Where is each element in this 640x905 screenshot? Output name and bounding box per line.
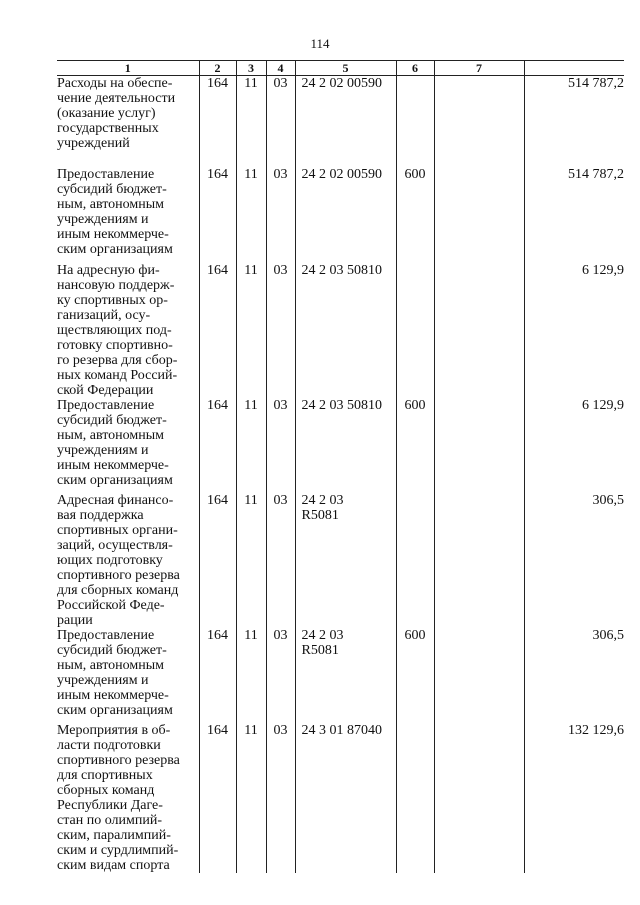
row-code-4-text: 03 xyxy=(273,722,288,738)
row-code-7 xyxy=(434,167,524,263)
column-header-6: 6 xyxy=(396,61,434,76)
budget-table-container xyxy=(57,60,624,873)
row-code-5 xyxy=(295,76,396,167)
row-code-5-text: 24 2 03 50810 xyxy=(301,397,382,413)
table-header-row xyxy=(57,61,624,76)
row-code-2 xyxy=(199,398,236,493)
table-row xyxy=(57,723,624,873)
row-code-6 xyxy=(396,628,434,723)
table-row xyxy=(57,493,624,628)
row-description-text: Расходы на обеспе- чение деятельности (оказание услуг) государственных учреждений xyxy=(57,76,176,151)
row-code-2-text: 164 xyxy=(207,492,228,508)
row-code-2-text: 164 xyxy=(207,627,228,643)
row-description xyxy=(57,493,199,628)
row-code-6 xyxy=(396,167,434,263)
row-code-3 xyxy=(236,398,266,493)
row-amount-text: 514 787,2 xyxy=(568,76,624,91)
row-description xyxy=(57,76,199,167)
budget-table xyxy=(57,60,624,873)
row-code-4-text: 03 xyxy=(273,76,288,91)
row-amount xyxy=(524,628,624,723)
table-row xyxy=(57,398,624,493)
column-header-8 xyxy=(524,61,624,76)
row-code-7 xyxy=(434,723,524,873)
row-code-4-text: 03 xyxy=(273,262,288,278)
column-header-2: 2 xyxy=(199,61,236,76)
row-code-5-text: 24 2 03 R5081 xyxy=(301,627,344,658)
row-code-5 xyxy=(295,167,396,263)
row-description-text: Предоставление субсидий бюджет- ным, автономным учреждениям и иным некоммерче- ским организациям xyxy=(57,627,173,718)
row-code-4 xyxy=(266,398,295,493)
row-amount-text: 306,5 xyxy=(592,492,624,508)
row-description-text: Мероприятия в об- ласти подготовки спортивного резерва для спортивных сборных команд Республики Даге- стан по олимпий- ским, паралимпий- ским и сурдлимпий- ским видам спорта xyxy=(57,722,180,873)
row-code-5 xyxy=(295,263,396,398)
row-code-5 xyxy=(295,493,396,628)
row-code-6-text: 600 xyxy=(404,166,426,182)
row-description xyxy=(57,398,199,493)
row-code-6 xyxy=(396,263,434,398)
row-code-4 xyxy=(266,628,295,723)
row-code-4 xyxy=(266,723,295,873)
row-code-3-text: 11 xyxy=(244,722,258,738)
row-amount-text: 6 129,9 xyxy=(582,262,624,278)
row-code-5 xyxy=(295,398,396,493)
row-code-2-text: 164 xyxy=(207,262,228,278)
row-code-4 xyxy=(266,263,295,398)
row-description-text: Предоставление субсидий бюджет- ным, автономным учреждениям и иным некоммерче- ским организациям xyxy=(57,397,173,488)
row-code-5-text: 24 2 03 R5081 xyxy=(301,492,344,523)
row-code-3-text: 11 xyxy=(244,166,258,182)
row-code-2 xyxy=(199,263,236,398)
row-code-2 xyxy=(199,76,236,167)
row-code-5-text: 24 2 02 00590 xyxy=(301,76,382,91)
row-amount-text: 306,5 xyxy=(592,627,624,643)
row-amount-text: 6 129,9 xyxy=(582,397,624,413)
row-code-3 xyxy=(236,628,266,723)
row-code-3 xyxy=(236,263,266,398)
row-code-5 xyxy=(295,723,396,873)
row-description xyxy=(57,263,199,398)
row-amount-text: 514 787,2 xyxy=(568,166,624,182)
column-header-3: 3 xyxy=(236,61,266,76)
row-description-text: На адресную фи- нансовую поддерж- ку спортивных ор- ганизаций, осу- ществляющих под- готовку спортивно- го резерва для сбор- ных команд Россий- ской Федерации xyxy=(57,262,178,398)
row-code-6-text: 600 xyxy=(404,627,426,643)
row-code-7 xyxy=(434,76,524,167)
row-description xyxy=(57,167,199,263)
column-header-1: 1 xyxy=(57,61,199,76)
row-code-7 xyxy=(434,628,524,723)
row-description xyxy=(57,723,199,873)
row-code-2-text: 164 xyxy=(207,397,228,413)
row-code-3-text: 11 xyxy=(244,627,258,643)
row-code-5 xyxy=(295,628,396,723)
row-code-4-text: 03 xyxy=(273,397,288,413)
row-code-4-text: 03 xyxy=(273,166,288,182)
row-code-2-text: 164 xyxy=(207,166,228,182)
row-code-4 xyxy=(266,493,295,628)
row-code-2-text: 164 xyxy=(207,76,228,91)
row-amount xyxy=(524,167,624,263)
row-code-6 xyxy=(396,723,434,873)
row-code-4-text: 03 xyxy=(273,492,288,508)
table-row xyxy=(57,628,624,723)
column-header-7: 7 xyxy=(434,61,524,76)
row-code-3 xyxy=(236,723,266,873)
row-code-7 xyxy=(434,263,524,398)
row-code-3-text: 11 xyxy=(244,76,258,91)
page-number: 114 xyxy=(310,36,330,51)
row-code-2-text: 164 xyxy=(207,722,228,738)
row-code-2 xyxy=(199,723,236,873)
row-code-6 xyxy=(396,493,434,628)
row-code-4-text: 03 xyxy=(273,627,288,643)
row-amount-text: 132 129,6 xyxy=(568,722,624,738)
column-header-5: 5 xyxy=(295,61,396,76)
row-code-2 xyxy=(199,628,236,723)
row-amount xyxy=(524,263,624,398)
row-code-7 xyxy=(434,398,524,493)
row-description xyxy=(57,628,199,723)
row-description-text: Предоставление субсидий бюджет- ным, автономным учреждениям и иным некоммерче- ским организациям xyxy=(57,166,173,257)
table-row xyxy=(57,76,624,167)
row-code-2 xyxy=(199,493,236,628)
row-description-text: Адресная финансо- вая поддержка спортивных органи- заций, осуществля- ющих подготовку спортивного резерва для сборных команд Российской Феде- рации xyxy=(57,492,180,628)
row-code-6 xyxy=(396,398,434,493)
row-code-6 xyxy=(396,76,434,167)
table-row xyxy=(57,167,624,263)
row-code-3 xyxy=(236,493,266,628)
table-body xyxy=(57,76,624,873)
row-code-2 xyxy=(199,167,236,263)
row-amount xyxy=(524,493,624,628)
row-code-3-text: 11 xyxy=(244,492,258,508)
row-code-3 xyxy=(236,76,266,167)
row-amount xyxy=(524,76,624,167)
row-code-3-text: 11 xyxy=(244,397,258,413)
row-code-3-text: 11 xyxy=(244,262,258,278)
row-code-5-text: 24 2 02 00590 xyxy=(301,166,382,182)
row-amount xyxy=(524,723,624,873)
row-code-6-text: 600 xyxy=(404,397,426,413)
table-row xyxy=(57,263,624,398)
row-amount xyxy=(524,398,624,493)
row-code-4 xyxy=(266,76,295,167)
row-code-7 xyxy=(434,493,524,628)
row-code-3 xyxy=(236,167,266,263)
row-code-5-text: 24 2 03 50810 xyxy=(301,262,382,278)
column-header-4: 4 xyxy=(266,61,295,76)
row-code-5-text: 24 3 01 87040 xyxy=(301,722,382,738)
row-code-4 xyxy=(266,167,295,263)
